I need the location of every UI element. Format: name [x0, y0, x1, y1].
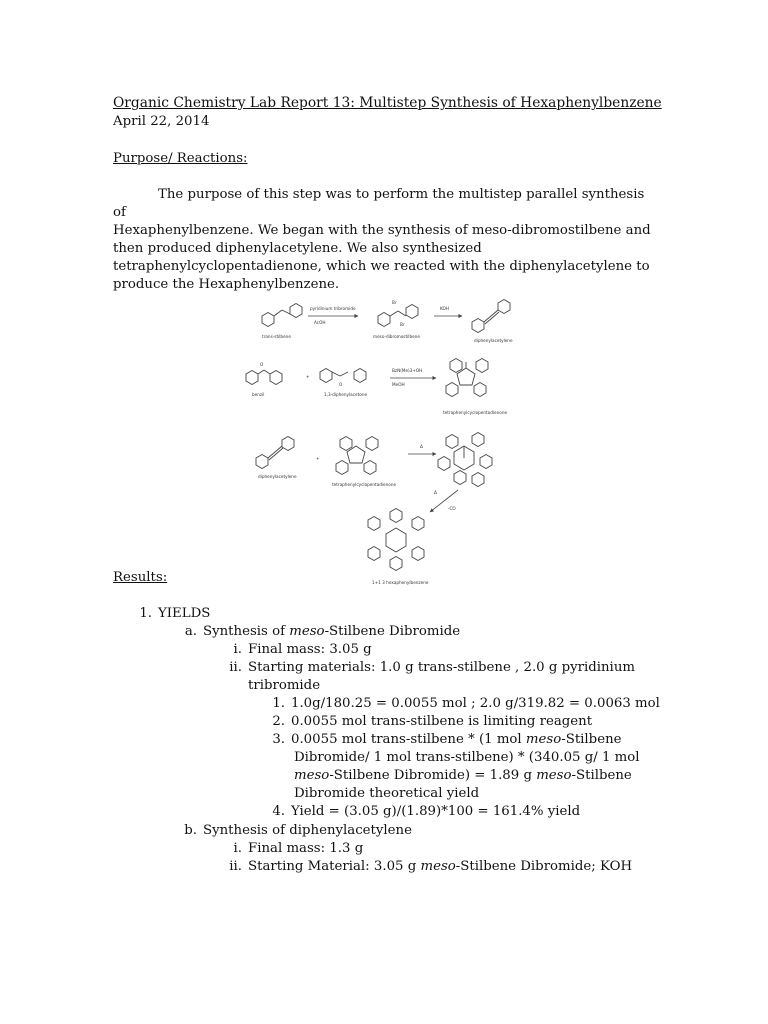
purpose-line: Hexaphenylbenzene. We began with the synthesis of meso-dibromostilbene and [113, 223, 651, 238]
list-item: ii. Starting Material: 3.05 g meso-Stilbene Dibromide; KOH [229, 859, 633, 874]
list-item: 3. 0.0055 mol trans-stilbene * (1 mol meso-Stilbene [272, 732, 622, 747]
list-item-continuation: Dibromide/ 1 mol trans-stilbene) * (340.05 g/ 1 mol [294, 750, 640, 765]
tetraphenylcyclopentadienone-label: tetraphenylcyclopentadienone [332, 482, 397, 487]
list-item: a. Synthesis of meso-Stilbene Dibromide [184, 624, 461, 639]
meso-dibromostilbene-label: meso-dibromostilbene [373, 334, 420, 339]
reagent-label: BzN(Me)3+OH [392, 368, 423, 373]
bromine-label: Br [392, 300, 397, 305]
benzil-label: benzil [252, 392, 265, 397]
diphenylacetylene-structure [472, 300, 510, 333]
list-item-continuation: Dibromide theoretical yield [294, 786, 480, 801]
list-item: 4. Yield = (3.05 g)/(1.89)*100 = 161.4% yield [272, 804, 581, 819]
diphenylacetone-label: 1,3-diphenylacetone [324, 392, 368, 397]
list-item-continuation: meso-Stilbene Dibromide) = 1.89 g meso-Stilbene [294, 768, 632, 783]
diphenylacetylene-structure [256, 437, 294, 469]
trans-stilbene-label: trans-stilbene [262, 334, 291, 339]
plus-sign: + [316, 456, 320, 461]
solvent-label: MeOH [392, 382, 405, 387]
co-loss-label: -CO [448, 506, 456, 511]
reaction-scheme [240, 290, 530, 590]
bromine-label: Br [400, 322, 405, 327]
purpose-line: tetraphenylcyclopentadienone, which we reacted with the diphenylacetylene to [113, 259, 650, 274]
list-item: 1. 1.0g/180.25 = 0.0055 mol ; 2.0 g/319.82 = 0.0063 mol [272, 696, 660, 711]
list-item-continuation: tribromide [248, 678, 321, 693]
tetraphenylcyclopentadienone-label: tetraphenylcyclopentadienone [443, 410, 508, 415]
purpose-line: The purpose of this step was to perform the multistep parallel synthesis of [113, 187, 645, 220]
reagent-label: pyridinium tribromide [310, 306, 356, 311]
diphenylacetylene-label: diphenylacetylene [258, 474, 297, 479]
heat-label: Δ [420, 444, 423, 449]
list-item: i. Final mass: 3.05 g [233, 642, 372, 657]
solvent-label: AcOH [314, 320, 326, 325]
tetraphenylcyclopentadienone-structure [446, 359, 488, 397]
results-heading: Results: [113, 570, 168, 585]
oxygen-label: O [339, 382, 343, 387]
list-item: 2. 0.0055 mol trans-stilbene is limiting reagent [272, 714, 593, 729]
diphenylacetone-structure [320, 369, 366, 383]
hexaphenylbenzene-structure [368, 509, 424, 571]
report-date: April 22, 2014 [113, 114, 210, 129]
plus-sign: + [306, 374, 310, 379]
purpose-line: produce the Hexaphenylbenzene. [113, 277, 340, 292]
purpose-line: then produced diphenylacetylene. We also synthesized [113, 241, 482, 256]
oxygen-label: O [260, 362, 264, 367]
bridged-adduct-structure [438, 433, 492, 487]
benzil-structure [246, 370, 282, 385]
diphenylacetylene-label: diphenylacetylene [474, 338, 513, 343]
list-item: b. Synthesis of diphenylacetylene [184, 823, 412, 838]
purpose-heading: Purpose/ Reactions: [113, 151, 248, 166]
hexaphenylbenzene-label: 1+1 3 hexaphenylbenzene [372, 580, 429, 585]
heat-label: Δ [434, 490, 437, 495]
trans-stilbene-structure [262, 304, 302, 327]
reagent-label: KOH [440, 306, 449, 311]
tetraphenylcyclopentadienone-structure [336, 437, 378, 475]
report-title: Organic Chemistry Lab Report 13: Multistep Synthesis of Hexaphenylbenzene [113, 95, 662, 111]
list-item: i. Final mass: 1.3 g [233, 841, 364, 856]
list-item: 1. YIELDS [139, 606, 211, 621]
meso-dibromostilbene-structure [378, 305, 418, 327]
purpose-paragraph [113, 186, 653, 294]
list-item: ii. Starting materials: 1.0 g trans-stilbene , 2.0 g pyridinium [229, 660, 635, 675]
